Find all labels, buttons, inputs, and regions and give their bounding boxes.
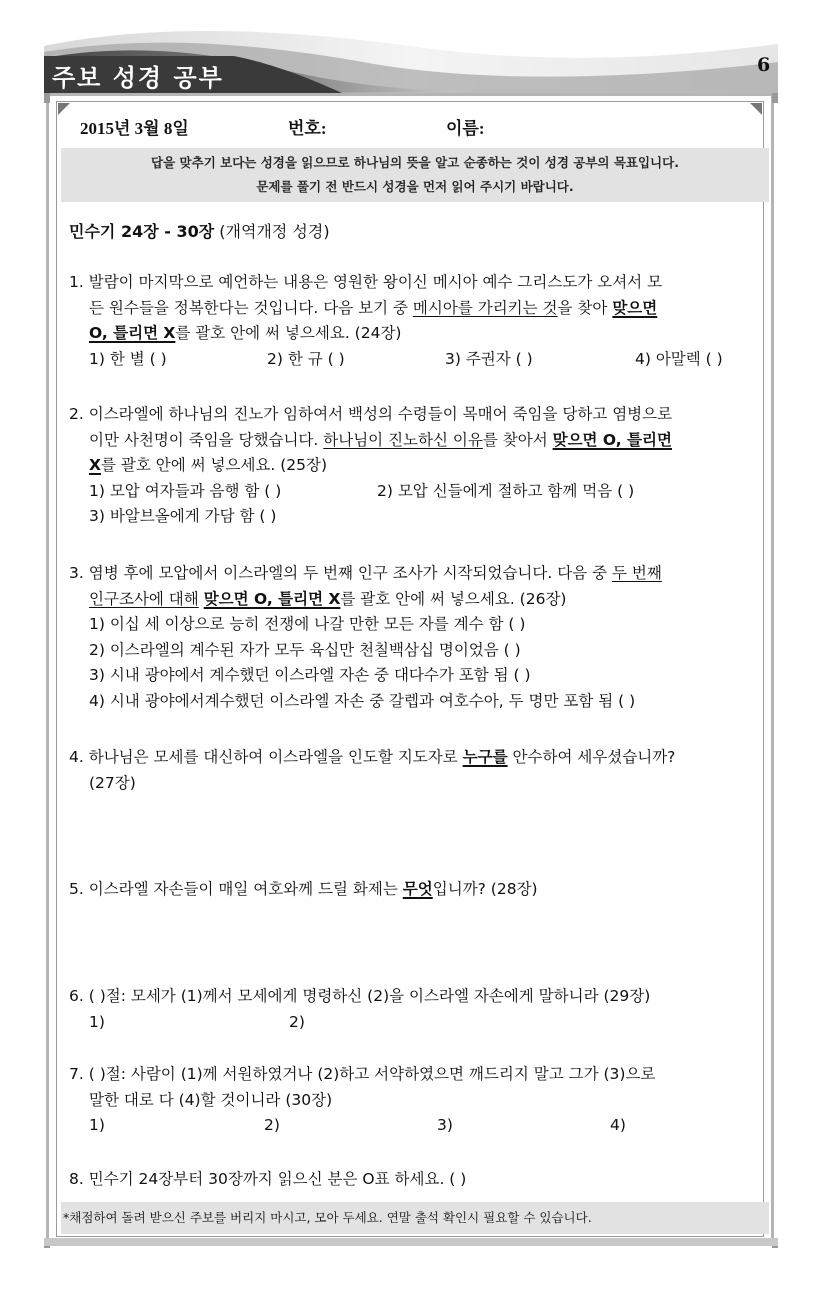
section-title-bold: 민수기 24장 - 30장 (69, 222, 215, 241)
q5-text: 5. 이스라엘 자손들이 매일 여호와께 드릴 화제는 (69, 880, 403, 898)
q7-answer-2[interactable]: 2) (264, 1116, 280, 1134)
section-title (69, 219, 330, 242)
q7-answer-4[interactable]: 4) (610, 1116, 626, 1134)
q7-line-2: 말한 대로 다 (4)할 것이니라 (30장) (89, 1090, 333, 1109)
bottom-bar (44, 1238, 778, 1246)
q3-line-1 (69, 564, 662, 582)
q3-emphasis: 맞으면 O, 틀리면 X (203, 589, 341, 608)
q2-text: 를 괄호 안에 써 넣으세요. (25장) (100, 456, 328, 474)
q3-underline: 인구조사에 대해 (89, 589, 199, 608)
q5-text: 입니까? (28장) (432, 880, 538, 898)
question-7 (69, 1062, 764, 1139)
q3-underline: 두 번째 (612, 564, 662, 582)
q6-line-1: 6. ( )절: 모세가 (1)께서 모세에게 명령하신 (2)을 이스라엘 자손에게 말하니라 (29장) (69, 987, 651, 1005)
q3-text: 를 괄호 안에 써 넣으세요. (26장) (340, 589, 567, 608)
q2-emphasis: 맞으면 O, 틀리면 (552, 430, 672, 449)
q7-answer-3[interactable]: 3) (437, 1116, 453, 1134)
q3-text: 3. 염병 후에 모압에서 이스라엘의 두 번째 인구 조사가 시작되었습니다. 다음 중 (69, 564, 613, 582)
question-6 (69, 984, 764, 1035)
q7-answers (69, 1113, 764, 1139)
q2-line-1: 2. 이스라엘에 하나님의 진노가 임하여서 백성의 수령들이 목매어 죽임을 당하고 염병으로 (69, 405, 673, 423)
q1-text: 든 원수들을 정복한다는 것입니다. 다음 보기 중 (89, 298, 413, 317)
section-title-version: (개역개정 성경) (214, 222, 330, 241)
q4-line-1 (69, 748, 675, 766)
question-8: 8. 민수기 24장부터 30장까지 읽으신 분은 O표 하세요. ( ) (69, 1170, 467, 1188)
q2-text: 를 찾아서 (482, 430, 553, 449)
page-number: 6 (757, 54, 771, 76)
q6-answer-2[interactable]: 2) (289, 1012, 305, 1031)
q1-option-2[interactable]: 2) 한 규 ( ) (267, 349, 345, 368)
banner-title: 주보 성경 공부 (52, 64, 224, 92)
q3-option-3[interactable]: 3) 시내 광야에서 계수했던 이스라엘 자손 중 대다수가 포함 됨 ( ) (89, 666, 531, 684)
q4-text: 안수하여 세우셨습니까? (507, 748, 676, 766)
q6-answer-1[interactable]: 1) (89, 1012, 105, 1031)
q1-text: 를 괄호 안에 써 넣으세요. (24장) (175, 324, 402, 342)
q3-line-2 (69, 587, 764, 613)
q1-text: 을 찾아 (557, 298, 613, 317)
q1-line-3 (69, 321, 764, 347)
q7-line-1: 7. ( )절: 사람이 (1)께 서원하였거나 (2)하고 서약하였으면 깨드리지 말고 그가 (3)으로 (69, 1065, 656, 1083)
q1-option-1[interactable]: 1) 한 별 ( ) (89, 349, 167, 368)
corner-post-tr (772, 93, 778, 103)
q2-emphasis: X (89, 456, 101, 474)
q4-line-2: (27장) (89, 773, 136, 792)
notice-box (61, 148, 769, 202)
q1-underline: 메시아를 가리키는 것 (412, 298, 558, 317)
corner-post-tl (44, 93, 50, 103)
question-5 (69, 877, 764, 903)
q3-option-2[interactable]: 2) 이스라엘의 계수된 자가 모두 육십만 천칠백삼십 명이었음 ( ) (89, 640, 521, 659)
q2-option-3[interactable]: 3) 바알브올에게 가담 함 ( ) (89, 507, 277, 525)
q1-option-3[interactable]: 3) 주권자 ( ) (445, 349, 533, 368)
date: 2015년 3월 8일 (80, 119, 189, 138)
q4-emphasis: 누구를 (462, 748, 508, 766)
q1-emphasis: 맞으면 (612, 298, 658, 317)
name-label: 이름: (446, 119, 485, 138)
notice-line-2: 문제를 풀기 전 반드시 성경을 먼저 읽어 주시기 바랍니다. (256, 179, 574, 194)
q1-line-2 (69, 296, 764, 322)
question-2 (69, 402, 764, 530)
corner-mark-tl (58, 103, 70, 115)
q4-text: 4. 하나님은 모세를 대신하여 이스라엘을 인도할 지도자로 (69, 748, 463, 766)
notice-line-1: 답을 맞추기 보다는 성경을 읽으므로 하나님의 뜻을 알고 순종하는 것이 성경 공부의 목표입니다. (151, 155, 679, 170)
q2-option-1[interactable]: 1) 모압 여자들과 음행 함 ( ) (89, 481, 282, 500)
q1-emphasis: O, 틀리면 X (89, 324, 176, 342)
q2-line-2 (69, 428, 764, 454)
q1-line-1: 1. 발람이 마지막으로 예언하는 내용은 영원한 왕이신 메시아 예수 그리스도가 오셔서 모 (69, 273, 663, 291)
question-3 (69, 561, 764, 714)
q3-option-1[interactable]: 1) 이십 세 이상으로 능히 전쟁에 나갈 만한 모든 자를 계수 함 ( ) (89, 615, 526, 633)
q1-options (69, 347, 764, 373)
q3-option-4[interactable]: 4) 시내 광야에서계수했던 이스라엘 자손 중 갈렙과 여호수아, 두 명만 포함 됨 ( ) (89, 691, 636, 710)
q2-line-3 (69, 453, 764, 479)
q2-option-2[interactable]: 2) 모압 신들에게 절하고 함께 먹음 ( ) (377, 481, 635, 500)
footer-note: *채점하여 돌려 받으신 주보를 버리지 마시고, 모아 두세요. 연말 출석 확인시 필요할 수 있습니다. (61, 1202, 769, 1234)
q2-options-row-1 (69, 479, 764, 505)
q7-answer-1[interactable]: 1) (89, 1116, 105, 1134)
question-1 (69, 270, 764, 372)
corner-mark-tr (750, 103, 762, 115)
q6-answers (69, 1010, 764, 1036)
q2-text: 이만 사천명이 죽임을 당했습니다. (89, 430, 324, 449)
q2-underline: 하나님이 진노하신 이유 (323, 430, 483, 449)
q5-emphasis: 무엇 (402, 880, 433, 898)
q1-option-4[interactable]: 4) 아말렉 ( ) (635, 349, 723, 368)
question-4 (69, 745, 764, 796)
number-label: 번호: (288, 119, 327, 138)
